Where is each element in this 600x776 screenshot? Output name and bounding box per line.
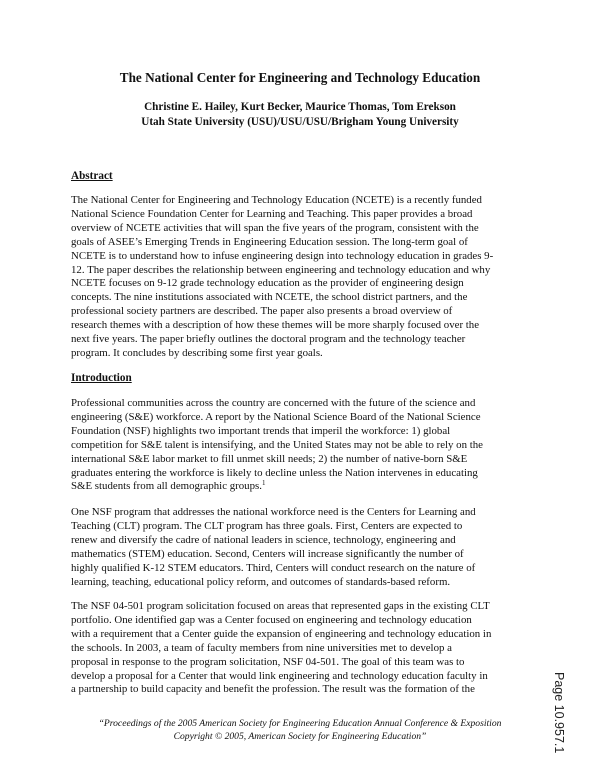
- text-line: next five years. The paper briefly outlines the doctoral program and the technology teacher: [71, 333, 466, 346]
- abstract-heading: Abstract: [71, 170, 113, 182]
- paper-title: The National Center for Engineering and Technology Education: [119, 70, 481, 85]
- text-line: program. It concludes by describing some first year goals.: [71, 346, 323, 359]
- text-line: mathematics (STEM) education. Second, Centers will increase significantly the number of: [71, 547, 464, 560]
- text-line: develop a proposal for a Center that would link engineering and technology education faculty in: [71, 669, 488, 682]
- text-line: with a requirement that a Center guide the expansion of engineering and technology education in: [71, 627, 492, 640]
- intro-paragraph-1: [71, 397, 541, 494]
- text-line: NCETE focuses on 9-12 grade technology education as the provider of engineering design: [71, 277, 464, 290]
- text-line: renew and diversify the cadre of national leaders in science, technology, engineering and: [71, 533, 456, 546]
- text-line: The NSF 04-501 program solicitation focused on areas that represented gaps in the existing CLT: [71, 600, 490, 612]
- footnote-marker: 1: [261, 479, 266, 488]
- intro-paragraph-3: [71, 600, 541, 697]
- text-line: international S&E labor market to fill unmet skill needs; 2) the number of native-born S&E: [71, 452, 468, 465]
- footer-line-1: “Proceedings of the 2005 American Society for Engineering Education Annual Conference & Exposition: [98, 718, 502, 729]
- text-line: engineering (S&E) workforce. A report by the National Science Board of the National Science: [71, 410, 481, 423]
- text-line: proposal in response to the program solicitation, NSF 04-501. The goal of this team was to: [71, 655, 465, 668]
- text-line: Foundation (NSF) highlights two important trends that imperil the workforce: 1) global: [71, 424, 451, 437]
- abstract-body: [71, 194, 541, 361]
- intro-paragraph-2: [71, 506, 541, 589]
- text-line: portfolio. One identified gap was a Center focused on engineering and technology education: [71, 613, 472, 626]
- text-line: Teaching (CLT) program. The CLT program has three goals. First, Centers are expected to: [71, 519, 463, 532]
- author-names: Christine E. Hailey, Kurt Becker, Maurice Thomas, Tom Erekson: [144, 101, 456, 113]
- text-line: graduates entering the workforce is likely to decline unless the Nation intervenes in educating: [71, 466, 478, 479]
- text-line: One NSF program that addresses the national workforce need is the Centers for Learning and: [71, 506, 476, 518]
- introduction-heading: Introduction: [71, 372, 132, 384]
- author-block: [0, 100, 600, 130]
- page-number: Page 10.957.1: [552, 672, 566, 754]
- text-line: overview of NCETE activities that will span the five years of the program, consistent with the: [71, 221, 479, 234]
- text-line: concepts. The nine institutions associated with NCETE, the school district partners, and the: [71, 291, 468, 304]
- author-affiliations: Utah State University (USU)/USU/USU/Brigham Young University: [141, 116, 459, 128]
- text-line: The National Center for Engineering and Technology Education (NCETE) is a recently funded: [71, 194, 482, 206]
- text-line: a partnership to build capacity and benefit the profession. The result was the formation of the: [71, 683, 475, 696]
- text-line: NCETE is to understand how to infuse engineering design into technology education in grades 9-: [71, 249, 494, 262]
- text-line: 12. The paper describes the relationship between engineering and technology education and why: [71, 263, 491, 276]
- proceedings-footer: [0, 718, 600, 743]
- text-line: S&E students from all demographic groups.$^1$: [71, 479, 266, 493]
- text-line: professional society partners are described. The paper also presents a broad overview of: [71, 305, 453, 318]
- text-line: National Science Foundation Center for Learning and Teaching. This paper provides a broad: [71, 207, 473, 220]
- text-line: the schools. In 2003, a team of faculty members from nine universities met to develop a: [71, 641, 452, 654]
- footer-line-2: Copyright © 2005, American Society for Engineering Education”: [173, 730, 427, 742]
- text-line: research themes with a description of how these themes will be more sharply focused over the: [71, 319, 480, 332]
- text-line: goals of ASEE’s Emerging Trends in Engineering Education session. The long-term goal of: [71, 235, 468, 248]
- text-line: competition for S&E talent is intensifying, and the United States may not be able to rely on the: [71, 438, 483, 451]
- text-line: highly qualified K-12 STEM educators. Third, Centers will conduct research on the nature of: [71, 561, 476, 574]
- text-line: Professional communities across the country are concerned with the future of the science and: [71, 397, 476, 409]
- text-line: learning, teaching, educational policy reform, and outcomes of standards-based reform.: [71, 575, 451, 588]
